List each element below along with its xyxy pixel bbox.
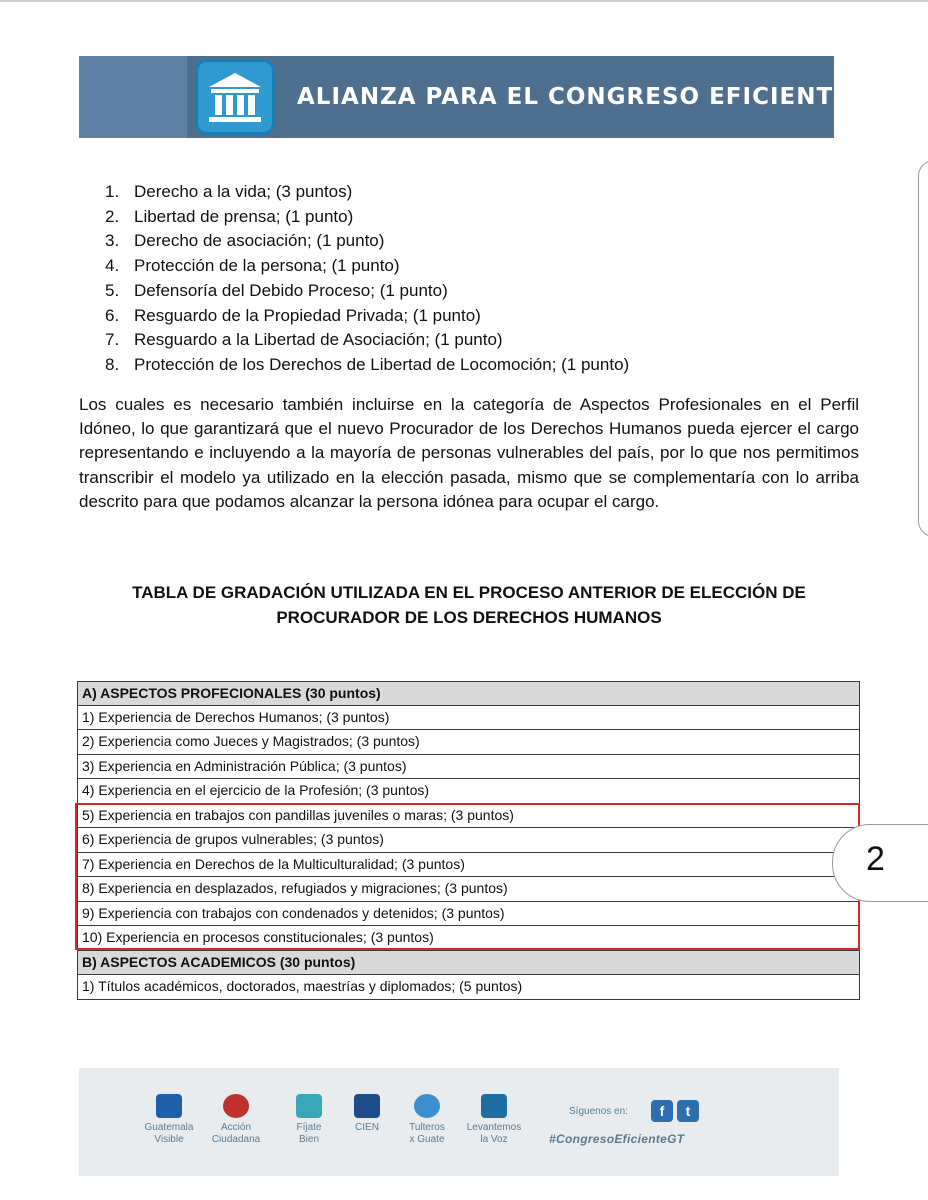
sponsor-fijate-bien[interactable]: Fíjate Bien [274, 1094, 344, 1146]
table-section-header: B) ASPECTOS ACADEMICOS (30 puntos) [77, 951, 860, 976]
table-row: 5) Experiencia en trabajos con pandillas juveniles o maras; (3 puntos) [77, 804, 860, 829]
facebook-icon[interactable]: f [651, 1100, 673, 1122]
sponsor-levantemos-la-voz[interactable]: Levantemos la Voz [459, 1094, 529, 1146]
sponsor-guatemala-visible[interactable]: Guatemala Visible [134, 1094, 204, 1146]
table-row: 4) Experiencia en el ejercicio de la Profesión; (3 puntos) [77, 779, 860, 804]
sponsor-cien[interactable]: CIEN [332, 1094, 402, 1134]
list-item: 4. Protección de la persona; (1 punto) [105, 256, 400, 276]
red-highlight-box [75, 803, 860, 950]
list-item: 5. Defensoría del Debido Proceso; (1 punto) [105, 280, 448, 300]
list-item: 8. Protección de los Derechos de Libertad de Locomoción; (1 punto) [105, 354, 630, 374]
congress-building-icon [195, 59, 275, 135]
guatemala-visible-icon [156, 1094, 182, 1118]
list-item: 3. Derecho de asociación; (1 punto) [105, 231, 385, 251]
twitter-icon[interactable]: t [677, 1100, 699, 1122]
top-divider [0, 0, 928, 2]
banner-accent [79, 56, 187, 138]
follow-us-label: Síguenos en: [569, 1106, 628, 1117]
sponsor-tulteros[interactable]: Tulteros x Guate [392, 1094, 462, 1146]
table-row: 10) Experiencia en procesos constitucionales; (3 puntos) [77, 926, 860, 951]
table-row: 2) Experiencia como Jueces y Magistrados; (3 puntos) [77, 730, 860, 755]
rights-list [105, 180, 629, 378]
table-row: 1) Experiencia de Derechos Humanos; (3 puntos) [77, 706, 860, 731]
list-item: 1. Derecho a la vida; (3 puntos) [105, 182, 353, 201]
side-scroll-bracket [918, 160, 928, 537]
table-title: TABLA DE GRADACIÓN UTILIZADA EN EL PROCESO ANTERIOR DE ELECCIÓN DE PROCURADOR DE LOS DERECHOS HUMANOS [132, 583, 806, 627]
table-row: 9) Experiencia con trabajos con condenados y detenidos; (3 puntos) [77, 902, 860, 927]
footer-sponsors [79, 1068, 839, 1176]
body-paragraph: Los cuales es necesario también incluirse en la categoría de Aspectos Profesionales en el Perfil Idóneo, lo que garantizará que el nuevo Procurador de los Derechos Humanos pueda ejercer el cargo representando e incluyendo a la mayoría de personas vulnerables del país, por lo que nos permitimos transcribir el modelo ya utilizado en la elección pasada, mismo que se complementaría con lo arriba descrito para que podamos alcanzar la persona idónea para ocupar el cargo. [79, 395, 859, 511]
table-section-header: A) ASPECTOS PROFECIONALES (30 puntos) [77, 681, 860, 706]
sponsor-accion-ciudadana[interactable]: Acción Ciudadana [201, 1094, 271, 1146]
hashtag: #CongresoEficienteGT [549, 1132, 685, 1146]
table-row: 8) Experiencia en desplazados, refugiados y migraciones; (3 puntos) [77, 877, 860, 902]
list-item: 7. Resguardo a la Libertad de Asociación; (1 punto) [105, 330, 503, 350]
table-row: 1) Títulos académicos, doctorados, maestrías y diplomados; (5 puntos) [77, 975, 860, 1000]
levantemos-la-voz-icon [481, 1094, 507, 1118]
table-row: 7) Experiencia en Derechos de la Multiculturalidad; (3 puntos) [77, 853, 860, 878]
accion-ciudadana-icon [223, 1094, 249, 1118]
table-row: 3) Experiencia en Administración Pública; (3 puntos) [77, 755, 860, 780]
list-item: 6. Resguardo de la Propiedad Privada; (1 punto) [105, 305, 481, 325]
table-row: 6) Experiencia de grupos vulnerables; (3 puntos) [77, 828, 860, 853]
header-banner [79, 56, 850, 138]
cien-icon [354, 1094, 380, 1118]
twitter-bird-icon [414, 1094, 440, 1118]
fijate-bien-icon [296, 1094, 322, 1118]
list-item: 2. Libertad de prensa; (1 punto) [105, 206, 354, 226]
banner-title: ALIANZA PARA EL CONGRESO EFICIENTE [297, 84, 850, 110]
page-number: 2 [866, 840, 885, 878]
